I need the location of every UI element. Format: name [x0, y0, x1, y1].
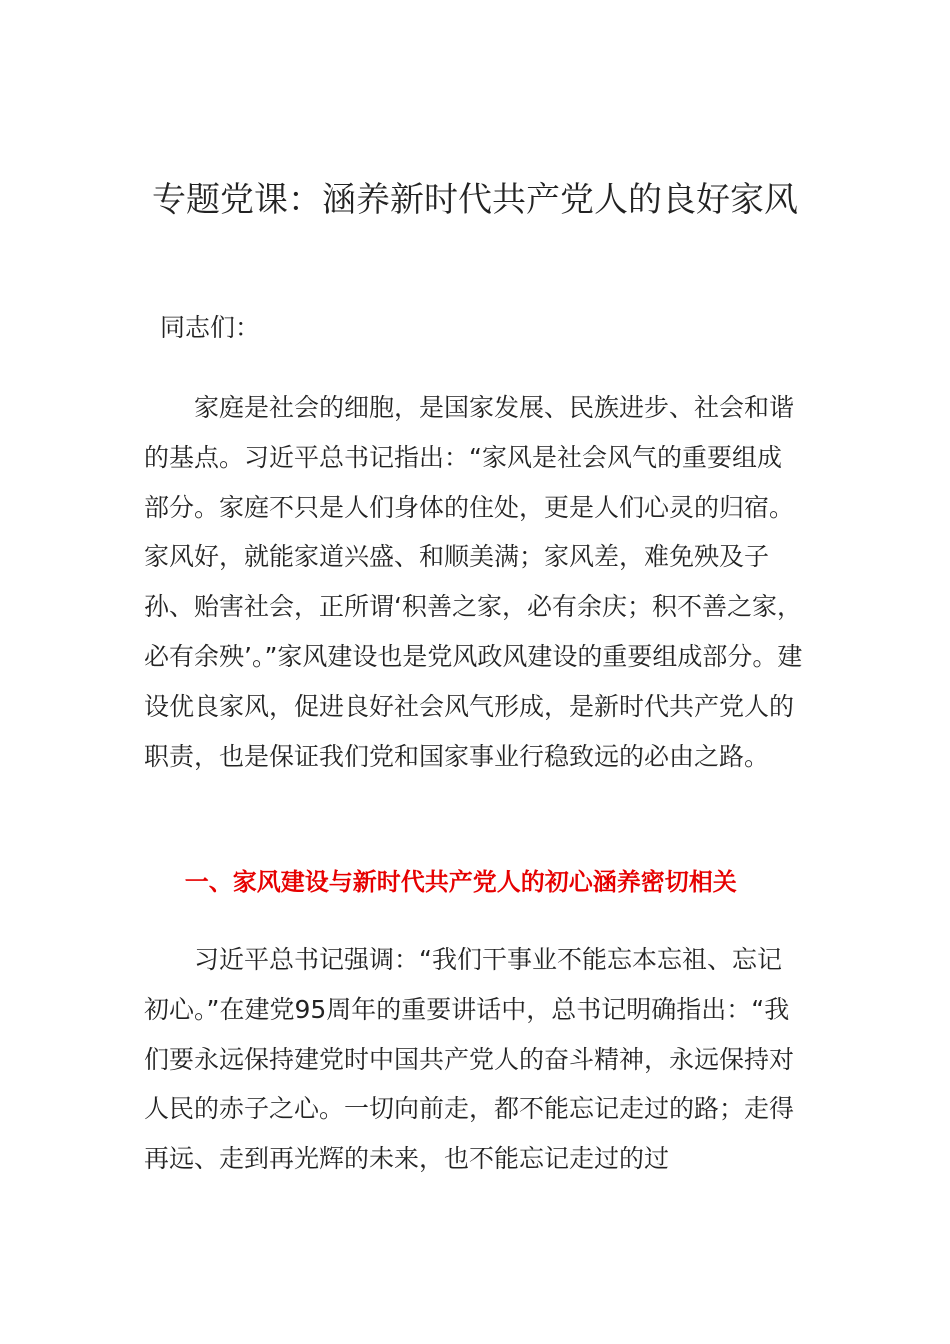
body-paragraph-2: 习近平总书记强调：“我们干事业不能忘本忘祖、忘记初心。”在建党95周年的重要讲话中，总书记明确指出：“我们要永远保持建党时中国共产党人的奋斗精神，永远保持对人民的赤子之心。一切向前走，都不能忘记走过的路；走得再远、走到再光辉的未来，也不能忘记走过的过 [144, 945, 795, 1174]
document-title: 专题党课：涵养新时代共产党人的良好家风 [152, 180, 798, 220]
section-heading-1: 一、家风建设与新时代共产党人的初心涵养密切相关 [184, 868, 737, 896]
body-paragraph-1: 家庭是社会的细胞，是国家发展、民族进步、社会和谐的基点。习近平总书记指出：“家风是社会风气的重要组成部分。家庭不只是人们身体的住处，更是人们心灵的归宿。家风好，就能家道兴盛、和顺美满；家风差，难免殃及子孙、贻害社会，正所谓‘积善之家，必有余庆；积不善之家，必有余殃’。”家风建设也是党风政风建设的重要组成部分。建设优良家风，促进良好社会风气形成，是新时代共产党人的职责，也是保证我们党和国家事业行稳致远的必由之路。 [144, 393, 803, 771]
salutation: 同志们： [160, 313, 261, 342]
